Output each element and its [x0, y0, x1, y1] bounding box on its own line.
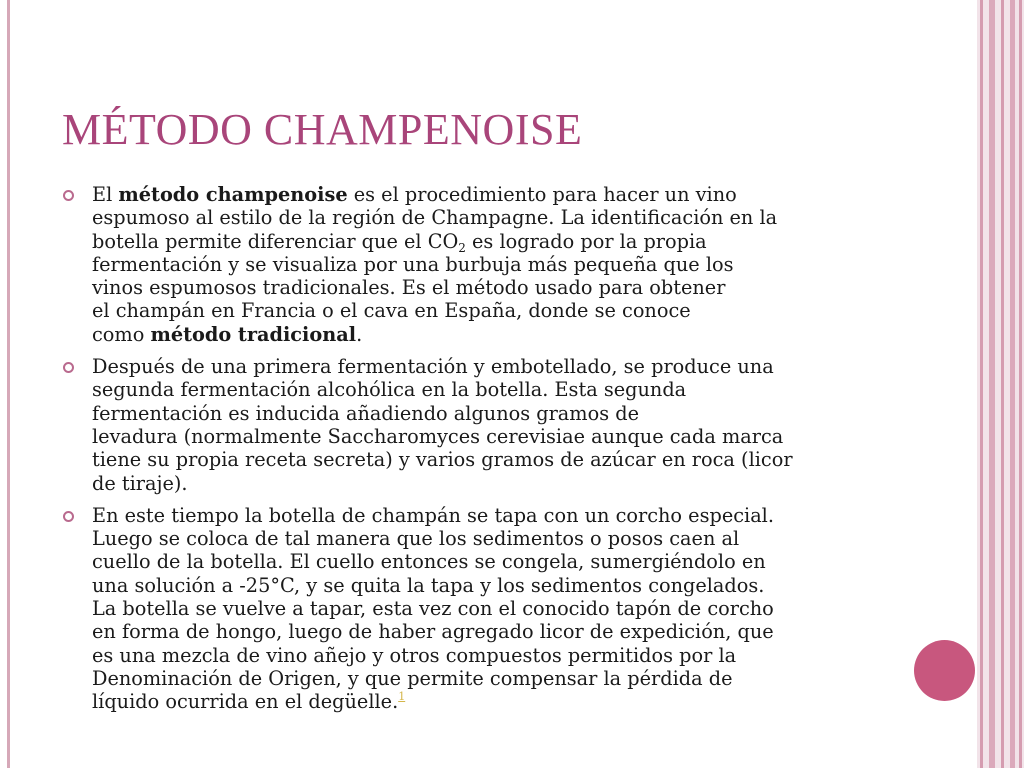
text-line: una solución a -25°C, y se quita la tapa y los sedimentos congelados.	[92, 573, 765, 597]
text-line: espumoso al estilo de la región de Champagne. La identificación en la	[92, 206, 778, 230]
bullet-item-1	[62, 183, 892, 346]
text-line: el champán en Francia o el cava en España, donde se conoce	[92, 299, 691, 323]
text: es el procedimiento para hacer un vino	[347, 183, 737, 206]
text: .	[356, 322, 363, 346]
stripe	[1010, 0, 1015, 768]
text-line: Denominación de Origen, y que permite compensar la pérdida de	[92, 666, 733, 690]
text-line: de tiraje).	[92, 471, 188, 495]
text: El	[92, 183, 119, 206]
text-line: fermentación es inducida añadiendo algunos gramos de	[92, 401, 639, 425]
right-decorative-stripes	[977, 0, 1024, 768]
text-line: fermentación y se visualiza por una burbuja más pequeña que los	[92, 252, 734, 276]
text-line	[92, 183, 892, 206]
stripe	[1001, 0, 1004, 768]
text-line: En este tiempo la botella de champán se tapa con un corcho especial.	[92, 503, 774, 527]
text-line: La botella se vuelve a tapar, esta vez con el conocido tapón de corcho	[92, 597, 774, 621]
subscript: 2	[458, 240, 466, 255]
decorative-circle	[914, 640, 975, 701]
bold-term: método champenoise	[118, 183, 348, 206]
stripe	[980, 0, 983, 768]
text-line: levadura (normalmente Saccharomyces cerevisiae aunque cada marca	[92, 424, 784, 448]
left-border-line	[7, 0, 10, 768]
bullet-list	[62, 183, 892, 723]
footnote-link[interactable]: 1	[398, 690, 406, 704]
text: líquido ocurrida en el degüelle.	[92, 690, 399, 714]
text-line	[92, 323, 892, 346]
stripe	[989, 0, 995, 768]
bold-term: método tradicional	[150, 322, 357, 346]
bullet-marker-icon	[63, 190, 74, 201]
bullet-item-3	[62, 504, 892, 714]
text: es logrado por la propia	[465, 229, 707, 253]
text-line: vinos espumosos tradicionales. Es el método usado para obtener	[92, 276, 726, 300]
bullet-marker-icon	[63, 511, 74, 522]
bullet-marker-icon	[63, 362, 74, 373]
text-line	[92, 690, 892, 713]
text: botella permite diferenciar que el CO	[92, 229, 459, 253]
slide-title: MÉTODO CHAMPENOISE	[62, 105, 583, 154]
text-line: en forma de hongo, luego de haber agregado licor de expedición, que	[92, 620, 774, 644]
text-line: tiene su propia receta secreta) y varios gramos de azúcar en roca (licor	[92, 448, 793, 472]
text-line: cuello de la botella. El cuello entonces se congela, sumergiéndolo en	[92, 550, 766, 574]
bullet-item-2	[62, 355, 892, 495]
text-line	[92, 230, 892, 253]
text-line: Después de una primera fermentación y embotellado, se produce una	[92, 355, 774, 379]
text-line: segunda fermentación alcohólica en la botella. Esta segunda	[92, 378, 687, 402]
text: como	[92, 322, 151, 346]
text-line: es una mezcla de vino añejo y otros compuestos permitidos por la	[92, 643, 737, 667]
text-line: Luego se coloca de tal manera que los sedimentos o posos caen al	[92, 527, 740, 551]
stripe	[1019, 0, 1022, 768]
